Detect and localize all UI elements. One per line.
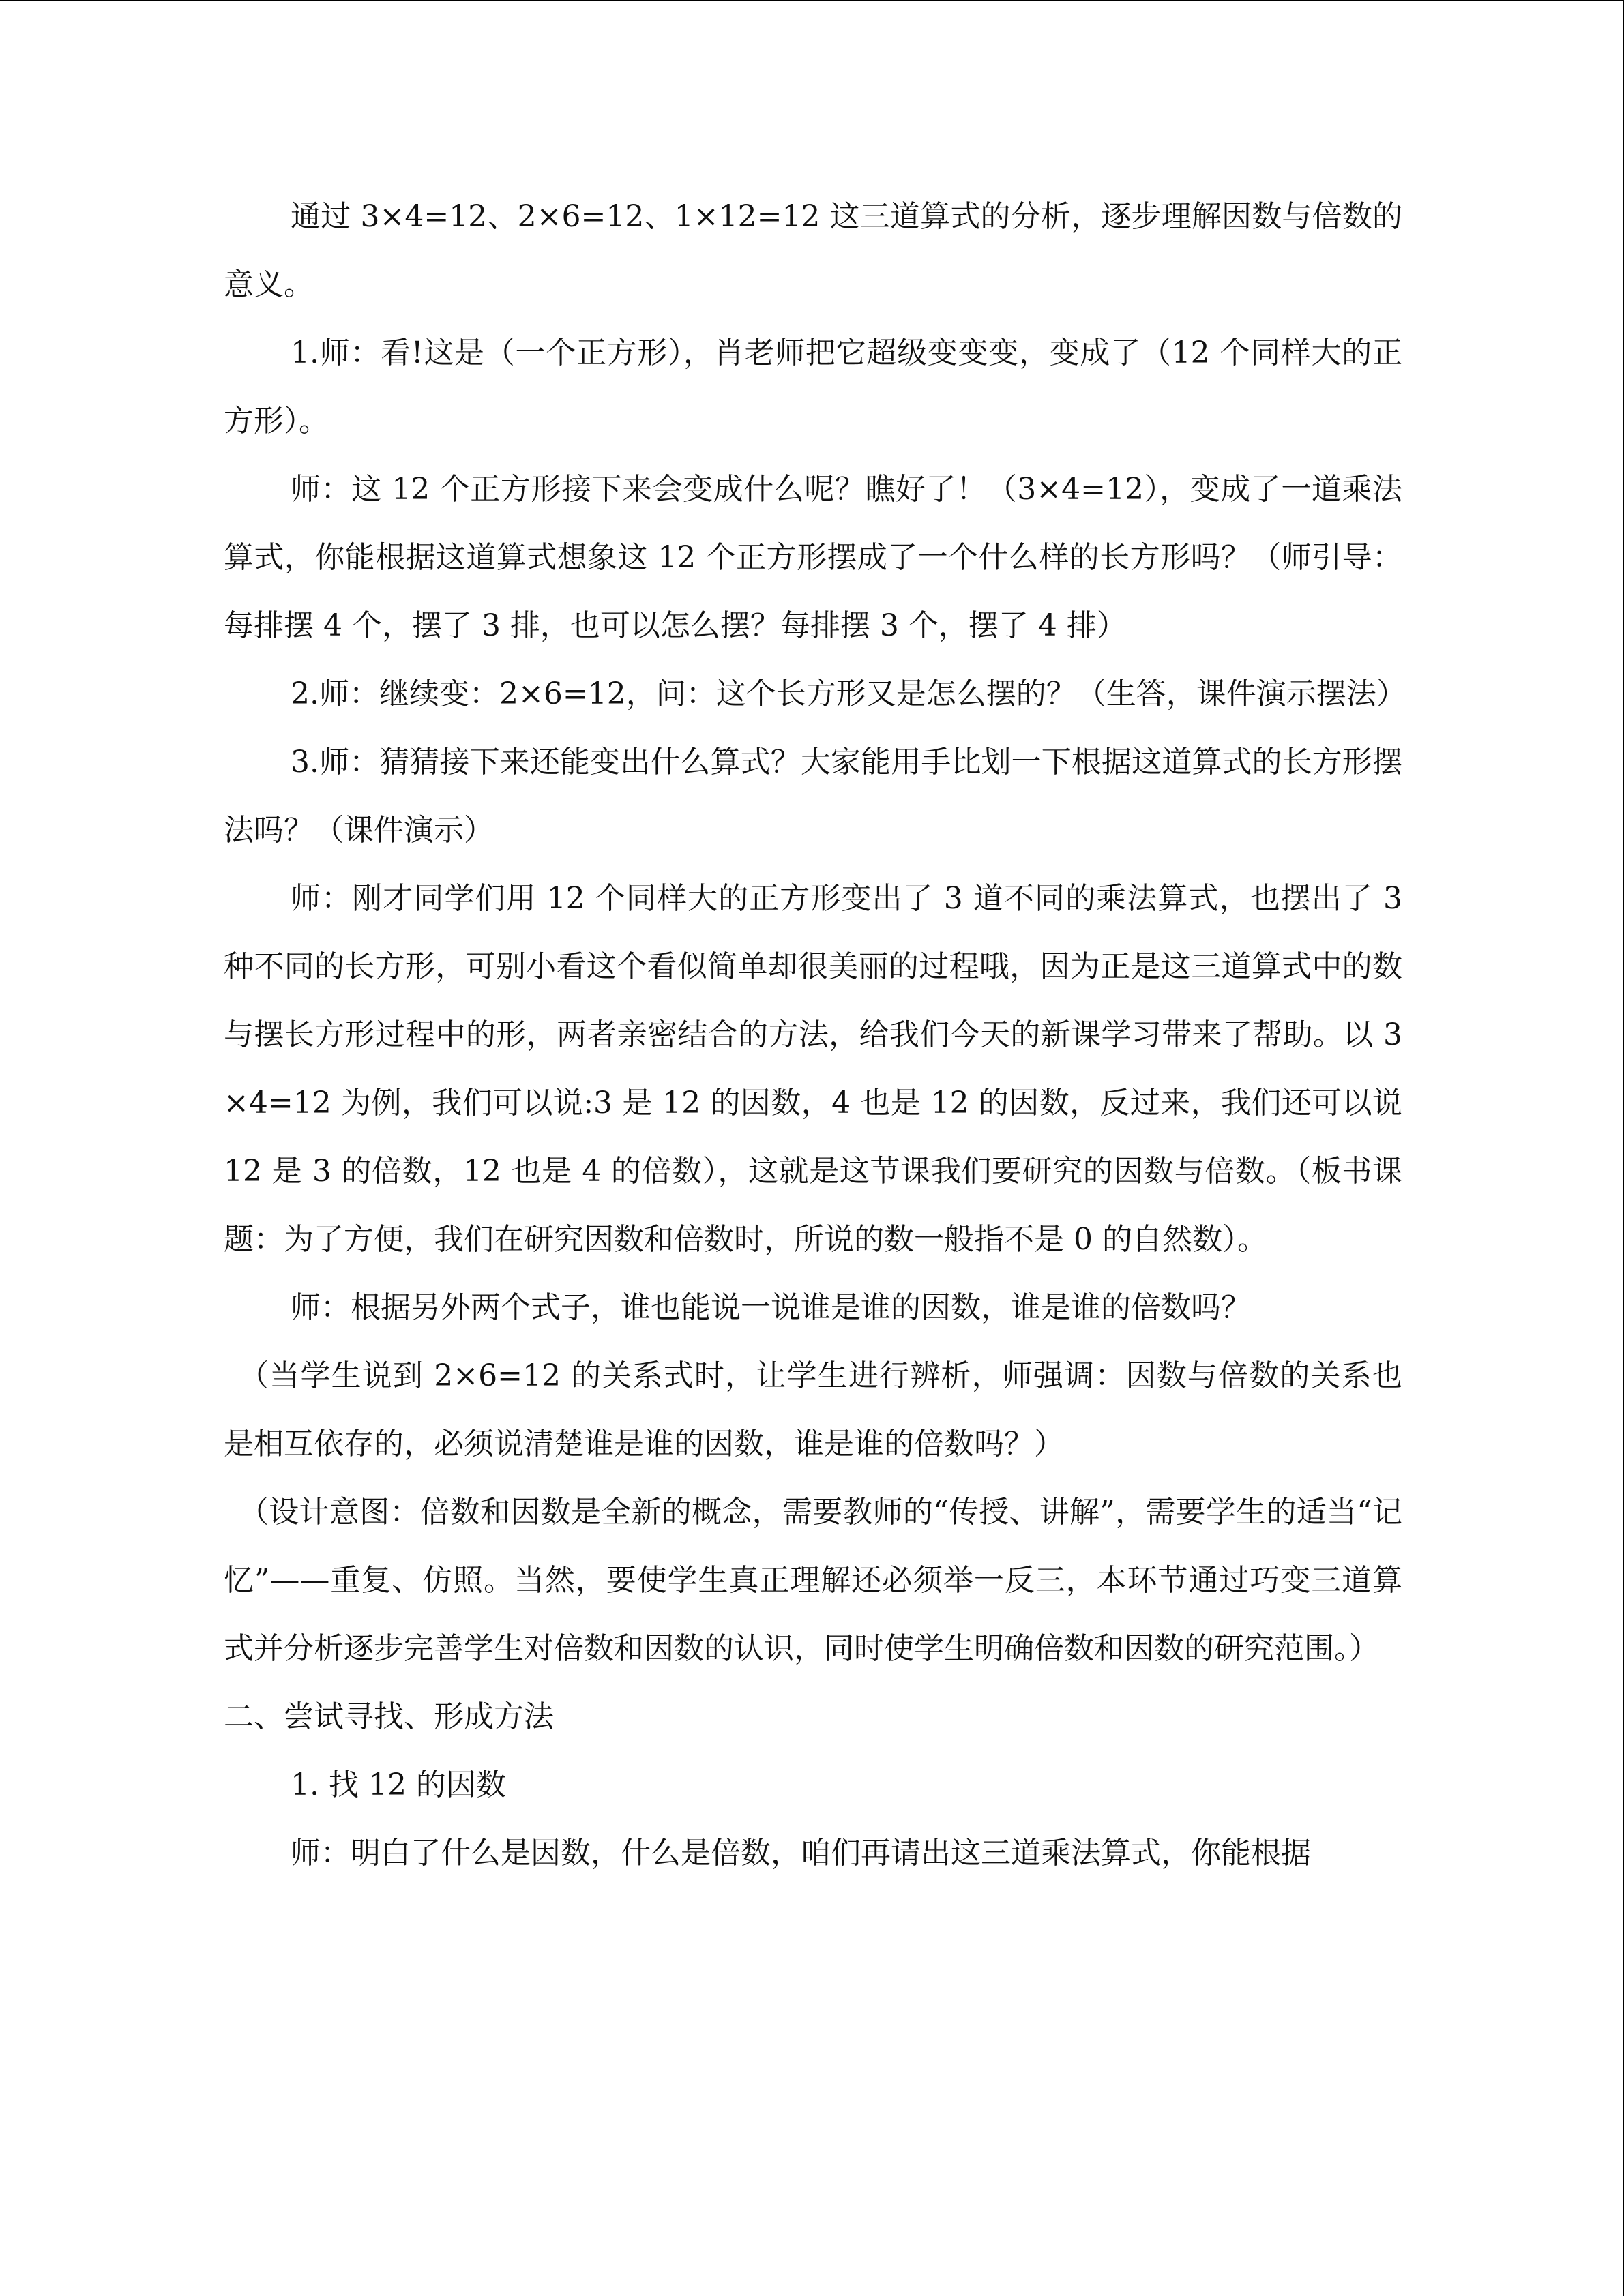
paragraph-design-intent: （设计意图：倍数和因数是全新的概念，需要教师的“传授、讲解”，需要学生的适当“记忆”——重复、仿照。当然，要使学生真正理解还必须举一反三，本环节通过巧变三道算式并分析逐步完善学生对倍数和因数的认识，同时使学生明确倍数和因数的研究范围。） xyxy=(224,1495,1402,1666)
paragraph-step-3: 3.师：猜猜接下来还能变出什么算式？大家能用手比划一下根据这道算式的长方形摆法吗？（课件演示） xyxy=(224,745,1402,848)
paragraph-relationship-note: （当学生说到 2×6=12 的关系式时，让学生进行辨析，师强调：因数与倍数的关系也是相互依存的，必须说清楚谁是谁的因数，谁是谁的倍数吗？） xyxy=(224,1358,1402,1461)
paragraph-teacher-summary: 师：刚才同学们用 12 个同样大的正方形变出了 3 道不同的乘法算式，也摆出了 3 种不同的长方形，可别小看这个看似简单却很美丽的过程哦，因为正是这三道算式中的数与摆长方形过程中的形，两者亲密结合的方法，给我们今天的新课学习带来了帮助。以 3×4=12 为例，我们可以说:3 是 12 的因数，4 也是 12 的因数，反过来，我们还可以说 12 是 3 的倍数，12 也是 4 的倍数），这就是这节课我们要研究的因数与倍数。（板书课题：为了方便，我们在研究因数和倍数时，所说的数一般指不是 0 的自然数）。 xyxy=(224,881,1402,1257)
paragraph-teacher-rectangle: 师：这 12 个正方形接下来会变成什么呢？瞧好了！（3×4=12），变成了一道乘法算式，你能根据这道算式想象这 12 个正方形摆成了一个什么样的长方形吗？（师引导：每排摆 4 个，摆了 3 排，也可以怎么摆？每排摆 3 个，摆了 4 排） xyxy=(224,472,1402,643)
document-body xyxy=(224,183,1406,1888)
paragraph-teacher-question: 师：根据另外两个式子，谁也能说一说谁是谁的因数，谁是谁的倍数吗？ xyxy=(291,1290,1251,1325)
paragraph-step-2: 2.师：继续变：2×6=12，问：这个长方形又是怎么摆的？（生答，课件演示摆法） xyxy=(291,676,1406,711)
section-heading: 二、尝试寻找、形成方法 xyxy=(224,1699,554,1734)
paragraph-find-factors: 师：明白了什么是因数，什么是倍数，咱们再请出这三道乘法算式，你能根据 xyxy=(291,1836,1311,1870)
paragraph-intro: 通过 3×4=12、2×6=12、1×12=12 这三道算式的分析，逐步理解因数与倍数的意义。 xyxy=(224,199,1402,302)
subsection-heading: 1. 找 12 的因数 xyxy=(291,1768,506,1802)
paragraph-step-1: 1.师：看!这是（一个正方形），肖老师把它超级变变变，变成了（12 个同样大的正方形）。 xyxy=(224,336,1402,438)
